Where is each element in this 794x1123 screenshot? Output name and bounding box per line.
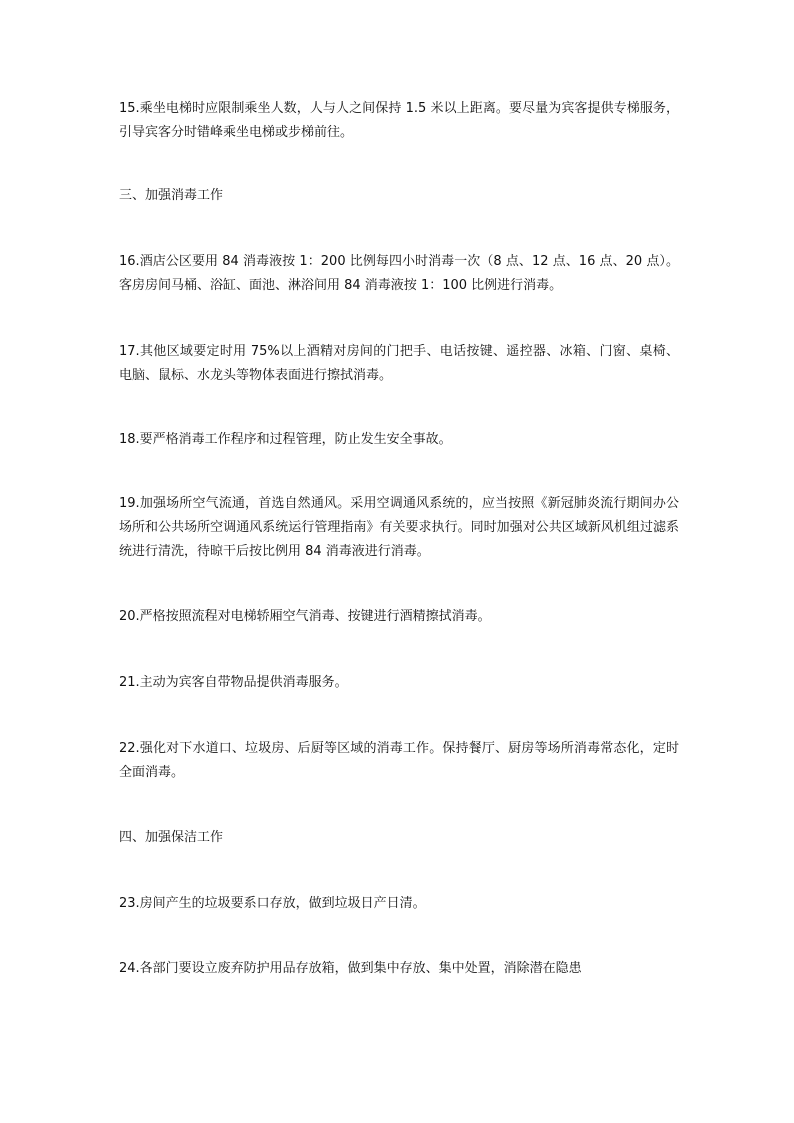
section-heading-3: 三、加强消毒工作 xyxy=(119,188,224,203)
paragraph-20: 20.严格按照流程对电梯轿厢空气消毒、按键进行酒精擦拭消毒。 xyxy=(119,609,491,624)
paragraph-17: 17.其他区域要定时用 75%以上酒精对房间的门把手、电话按键、遥控器、冰箱、门窗、桌椅、电脑、鼠标、水龙头等物体表面进行擦拭消毒。 xyxy=(119,344,679,383)
paragraph-22: 22.强化对下水道口、垃圾房、后厨等区域的消毒工作。保持餐厅、厨房等场所消毒常态化，定时全面消毒。 xyxy=(119,741,679,780)
paragraph-16: 16.酒店公区要用 84 消毒液按 1：200 比例每四小时消毒一次（8 点、12 点、16 点、20 点）。客房房间马桶、浴缸、面池、淋浴间用 84 消毒液按 1：100 比例进行消毒。 xyxy=(119,254,679,293)
paragraph-15: 15.乘坐电梯时应限制乘坐人数，人与人之间保持 1.5 米以上距离。要尽量为宾客提供专梯服务，引导宾客分时错峰乘坐电梯或步梯前往。 xyxy=(119,101,679,140)
paragraph-19: 19.加强场所空气流通，首选自然通风。采用空调通风系统的，应当按照《新冠肺炎流行期间办公场所和公共场所空调通风系统运行管理指南》有关要求执行。同时加强对公共区域新风机组过滤系统进行清洗，待晾干后按比例用 84 消毒液进行消毒。 xyxy=(119,496,679,559)
paragraph-23: 23.房间产生的垃圾要系口存放，做到垃圾日产日清。 xyxy=(119,896,426,911)
paragraph-21: 21.主动为宾客自带物品提供消毒服务。 xyxy=(119,675,348,690)
paragraph-24: 24.各部门要设立废弃防护用品存放箱，做到集中存放、集中处置，消除潜在隐患 xyxy=(119,961,582,976)
paragraph-18: 18.要严格消毒工作程序和过程管理，防止发生安全事故。 xyxy=(119,432,452,447)
section-heading-4: 四、加强保洁工作 xyxy=(119,830,224,845)
